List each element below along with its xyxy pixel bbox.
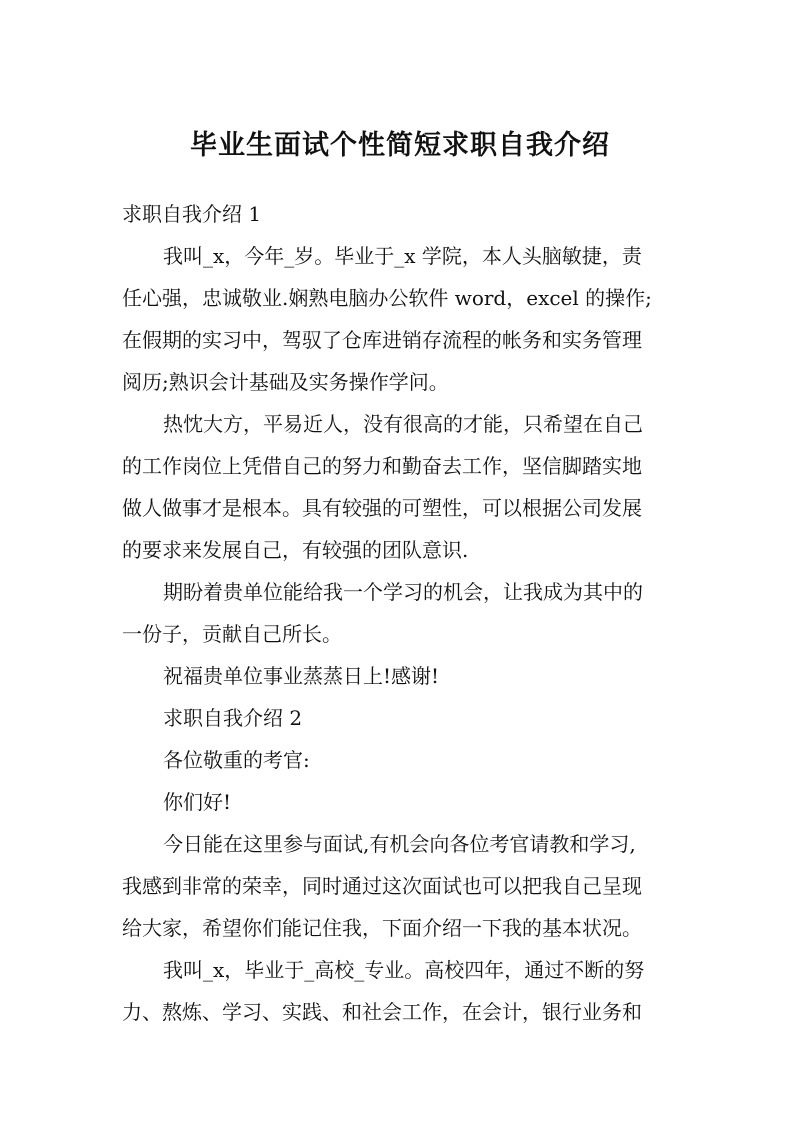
paragraph-line: 给大家，希望你们能记住我，下面介绍一下我的基本状况。 [122,916,642,940]
paragraph-line: 今日能在这里参与面试,有机会向各位考官请教和学习, [163,832,636,856]
paragraph-line: 任心强，忠诚敬业.娴熟电脑办公软件 word，excel 的操作; [122,286,652,310]
paragraph-line: 祝福贵单位事业蒸蒸日上!感谢! [163,664,440,688]
paragraph-line: 热忱大方，平易近人，没有很高的才能，只希望在自己 [163,412,643,436]
paragraph-line: 我叫_x，今年_岁。毕业于_x 学院，本人头脑敏捷，责 [163,244,642,268]
paragraph-line: 力、熬炼、学习、实践、和社会工作，在会计，银行业务和 [122,1000,642,1024]
paragraph-line: 的工作岗位上凭借自己的努力和勤奋去工作，坚信脚踏实地 [122,454,642,478]
document-title: 毕业生面试个性简短求职自我介绍 [190,130,610,161]
salutation-line: 各位敬重的考官: [163,748,310,772]
paragraph-line: 在假期的实习中，驾驭了仓库进销存流程的帐务和实务管理 [122,328,642,352]
paragraph-line: 我感到非常的荣幸，同时通过这次面试也可以把我自己呈现 [122,874,642,898]
paragraph-line: 一份子，贡献自己所长。 [122,622,342,646]
paragraph-line: 的要求来发展自己，有较强的团队意识. [122,538,469,562]
section-heading-1: 求职自我介绍 1 [122,202,262,226]
paragraph-line: 阅历;熟识会计基础及实务操作学问。 [122,370,449,394]
section-heading-2: 求职自我介绍 2 [163,706,303,730]
paragraph-line: 我叫_x，毕业于_高校_专业。高校四年，通过不断的努 [163,958,645,982]
greeting-line: 你们好! [163,790,232,814]
paragraph-line: 期盼着贵单位能给我一个学习的机会，让我成为其中的 [163,580,643,604]
paragraph-line: 做人做事才是根本。具有较强的可塑性，可以根据公司发展 [122,496,642,520]
